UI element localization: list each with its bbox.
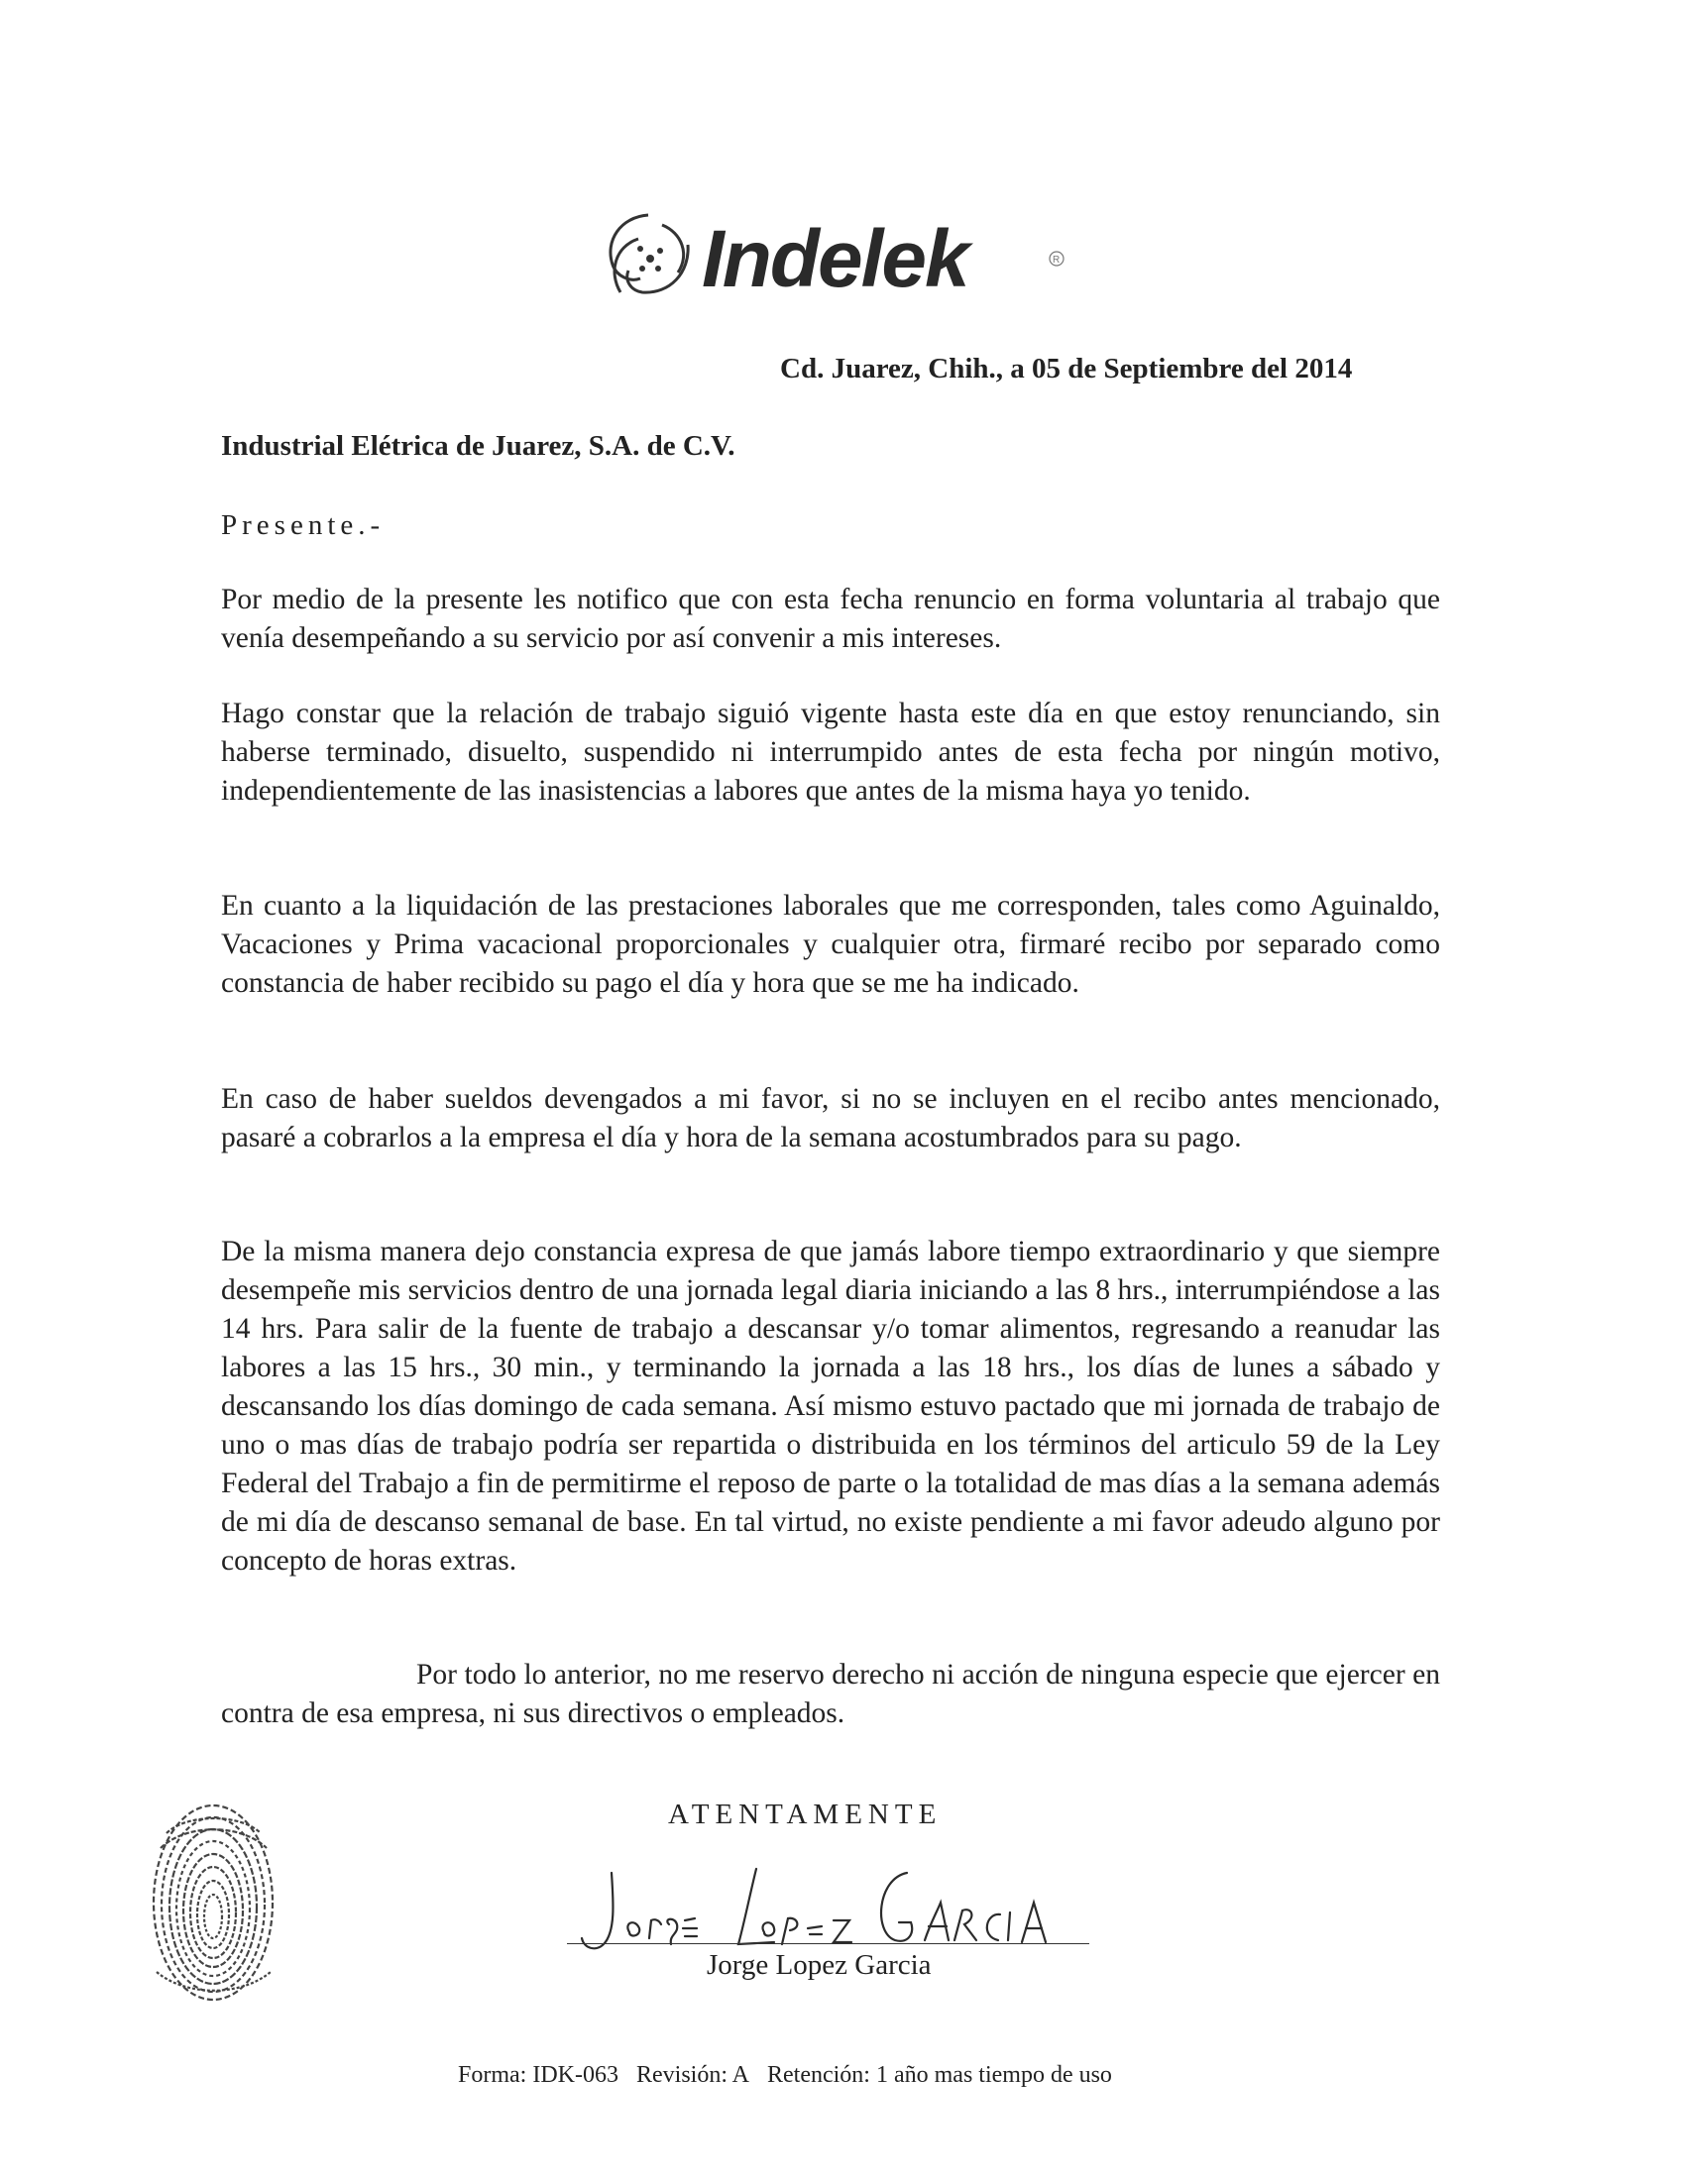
form-retention: Retención: 1 año mas tiempo de uso (767, 2062, 1112, 2088)
paragraph-2: Hago constar que la relación de trabajo siguió vigente hasta este día en que estoy renunciando, sin haberse terminado, disuelto, suspendido ni interrumpido antes de esta fecha por ningún motivo, independientemente de las inasistencias a labores que antes de la misma haya yo tenido. (221, 698, 1440, 807)
paragraph-6: Por todo lo anterior, no me reservo derecho ni acción de ninguna especie que ejercer en contra de esa empresa, ni sus directivos o empleados. (221, 1659, 1440, 1729)
recipient: Industrial Elétrica de Juarez, S.A. de C.V. (221, 430, 735, 462)
signature-line (567, 1943, 1089, 1944)
handwritten-signature (580, 1863, 1095, 1962)
svg-text:R: R (1053, 255, 1061, 266)
form-revision: Revisión: A (635, 2062, 749, 2088)
form-footer (458, 2062, 1124, 2089)
salutation: Presente.- (221, 509, 386, 541)
paragraph-5: De la misma manera dejo constancia expresa de que jamás labore tiempo extraordinario y que siempre desempeñe mis servicios dentro de una jornada legal diaria iniciando a las 8 hrs., interrumpiéndose a las 14 hrs. Para salir de la fuente de trabajo a descansar y/o tomar alimentos, regresando a reanudar las labores a las 15 hrs., 30 min., y terminando la jornada a las 18 hrs., los días de lunes a sábado y descansando los días domingo de cada semana. Así mismo estuvo pactado que mi jornada de trabajo de uno o mas días de trabajo podría ser repartida o distribuida en los términos del articulo 59 de la Ley Federal del Trabajo a fin de permitirme el reposo de parte o la totalidad de mas días a la semana además de mi día de descanso semanal de base. En tal virtud, no existe pendiente a mi favor adeudo alguno por concepto de horas extras. (221, 1236, 1440, 1577)
closing: ATENTAMENTE (668, 1799, 943, 1830)
paragraph-1: Por medio de la presente les notifico que con esta fecha renuncio en forma voluntaria al trabajo que venía desempeñando a su servicio por así convenir a mis intereses. (221, 584, 1440, 654)
form-code: Forma: IDK-063 (458, 2062, 618, 2088)
paragraph-4: En caso de haber sueldos devengados a mi favor, si no se incluyen en el recibo antes mencionado, pasaré a cobrarlos a la empresa el día y hora de la semana acostumbrados para su pago. (221, 1083, 1440, 1153)
signer-name: Jorge Lopez Garcia (707, 1949, 932, 1981)
paragraph-3: En cuanto a la liquidación de las prestaciones laborales que me corresponden, tales como Aguinaldo, Vacaciones y Prima vacacional proporcionales y cualquier otra, firmaré recibo por separado como constancia de haber recibido su pago el día y hora que se me ha indicado. (221, 890, 1440, 999)
company-logo (591, 203, 1086, 322)
date-line: Cd. Juarez, Chih., a 05 de Septiembre del 2014 (780, 353, 1353, 384)
registered-icon (1050, 252, 1064, 266)
fingerprint-icon (147, 1794, 280, 2012)
fan-swirl-icon (611, 215, 688, 292)
logo-wordmark: Indelek (702, 214, 968, 304)
